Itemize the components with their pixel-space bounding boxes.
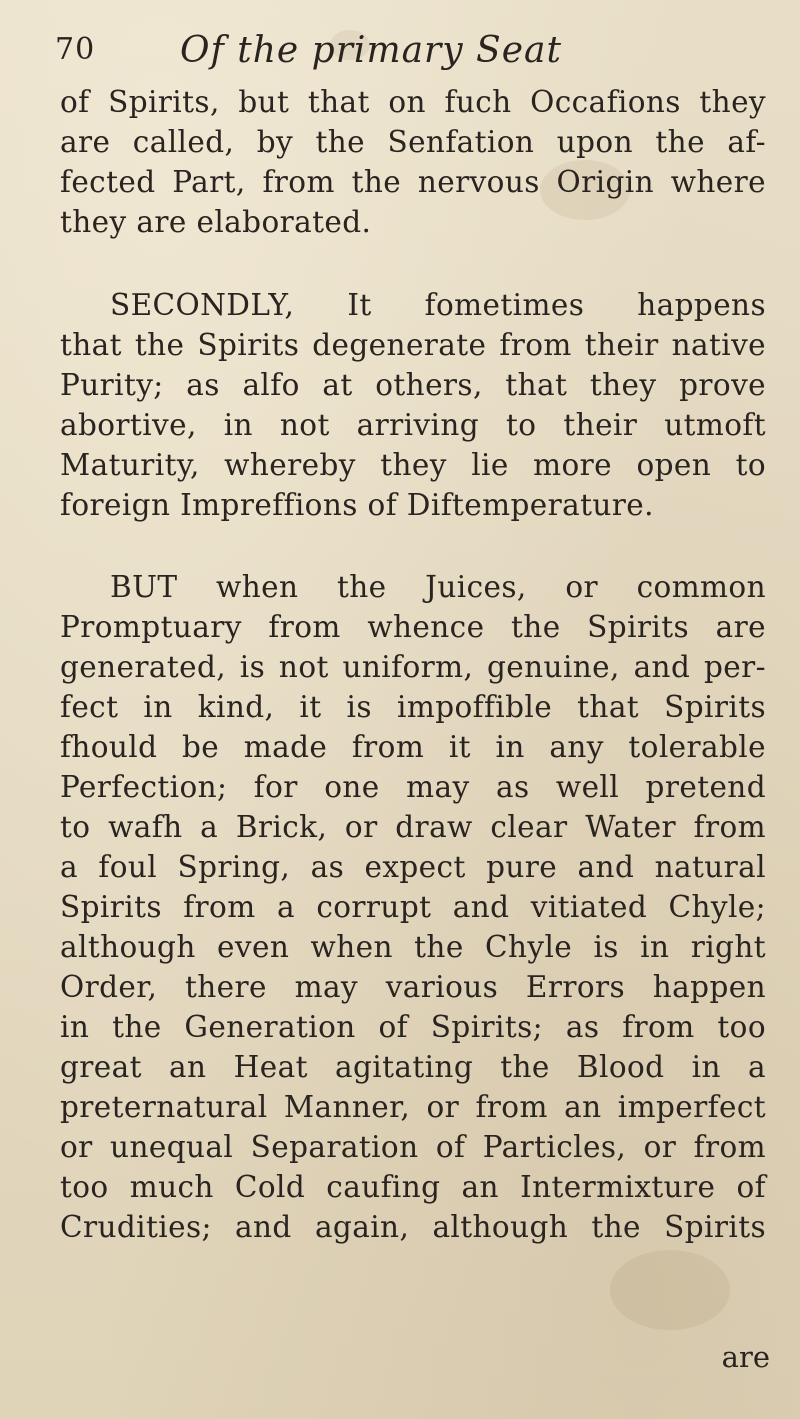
running-head	[55, 30, 755, 80]
text-line: preternatural Manner, or from an imperfect	[60, 1090, 766, 1124]
text-line: Spirits from a corrupt and vitiated Chyle;	[60, 890, 766, 924]
text-line: of Spirits, but that on fuch Occafions they	[60, 85, 766, 119]
text-line: that the Spirits degenerate from their native	[60, 328, 766, 362]
text-line: Crudities; and again, although the Spirits	[60, 1210, 766, 1244]
text-line: they are elaborated.	[60, 205, 372, 239]
text-line: in the Generation of Spirits; as from too	[60, 1010, 766, 1044]
text-line: great an Heat agitating the Blood in a	[60, 1050, 766, 1084]
text-line: or unequal Separation of Particles, or from	[60, 1130, 766, 1164]
paper-stain	[610, 1250, 730, 1330]
text-line: foreign Impreffions of Diftemperature.	[60, 488, 654, 522]
text-line: BUT when the Juices, or common	[110, 570, 766, 604]
text-line: SECONDLY, It fometimes happens	[110, 288, 766, 322]
text-line: fhould be made from it in any tolerable	[60, 730, 766, 764]
text-line: Maturity, whereby they lie more open to	[60, 448, 766, 482]
catchword: are	[721, 1340, 770, 1374]
text-line: although even when the Chyle is in right	[60, 930, 766, 964]
text-line: to wafh a Brick, or draw clear Water from	[60, 810, 766, 844]
text-line: too much Cold caufing an Intermixture of	[60, 1170, 766, 1204]
text-line: abortive, in not arriving to their utmoft	[60, 408, 766, 442]
text-line: a foul Spring, as expect pure and natural	[60, 850, 766, 884]
text-line: Order, there may various Errors happen	[60, 970, 766, 1004]
text-line: generated, is not uniform, genuine, and per-	[60, 650, 766, 684]
text-line: Promptuary from whence the Spirits are	[60, 610, 766, 644]
text-line: are called, by the Senfation upon the af-	[60, 125, 766, 159]
text-line: Purity; as alfo at others, that they prove	[60, 368, 766, 402]
text-line: fected Part, from the nervous Origin where	[60, 165, 766, 199]
page-number: 70	[55, 32, 96, 67]
text-line: Perfection; for one may as well pretend	[60, 770, 766, 804]
running-title: Of the primary Seat	[180, 30, 562, 71]
text-line: fect in kind, it is impoffible that Spirits	[60, 690, 766, 724]
